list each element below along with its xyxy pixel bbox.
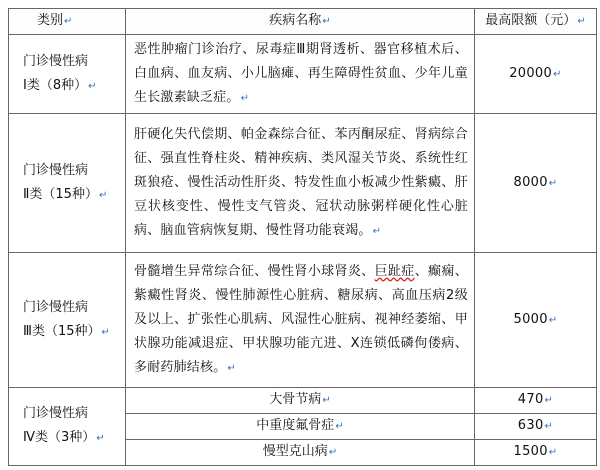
limit-cell: 20000↵ xyxy=(475,35,597,114)
diseases-cell: 肝硬化失代偿期、帕金森综合征、苯丙酮尿症、肾病综合征、强直性脊柱炎、精神疾病、类风湿关节炎、系统性红斑狼疮、慢性活动性肝炎、特发性血小板减少性紫癜、肝豆状核变性、慢性支气管炎、冠状动脉粥样硬化性心脏病、脑血管病恢复期、慢性肾功能衰竭。↵ xyxy=(126,114,475,253)
table-row xyxy=(9,388,597,414)
disease-item-cell: 中重度氟骨症↵ xyxy=(126,414,475,440)
header-limit: 最高限额（元）↵ xyxy=(475,9,597,35)
table-row xyxy=(9,35,597,114)
diseases-cell: 骨髓增生异常综合征、慢性肾小球肾炎、巨趾症、癫痫、紫癜性肾炎、慢性肺源性心脏病、糖尿病、高血压病2级及以上、扩张性心肌病、风湿性心脏病、视神经萎缩、甲状腺功能减退症、甲状腺功能亢进、X连锁低磷佝偻病、多耐药肺结核。↵ xyxy=(126,253,475,388)
category-cell: 门诊慢性病 Ⅱ类（15种）↵ xyxy=(9,114,126,253)
limit-cell: 630↵ xyxy=(475,414,597,440)
header-diseases: 疾病名称↵ xyxy=(126,9,475,35)
limit-cell: 5000↵ xyxy=(475,253,597,388)
category-cell: 门诊慢性病 Ⅰ类（8种）↵ xyxy=(9,35,126,114)
category-cell: 门诊慢性病 Ⅳ类（3种）↵ xyxy=(9,388,126,466)
table-header-row xyxy=(9,9,597,35)
limit-cell: 8000↵ xyxy=(475,114,597,253)
header-category: 类别↵ xyxy=(9,9,126,35)
chronic-disease-limit-table xyxy=(8,8,597,466)
diseases-cell: 恶性肿瘤门诊治疗、尿毒症Ⅲ期肾透析、器官移植术后、白血病、血友病、小儿脑瘫、再生障碍性贫血、少年儿童生长激素缺乏症。↵ xyxy=(126,35,475,114)
table-row xyxy=(9,114,597,253)
table-row xyxy=(9,253,597,388)
limit-cell: 470↵ xyxy=(475,388,597,414)
disease-item-cell: 大骨节病↵ xyxy=(126,388,475,414)
disease-item-cell: 慢型克山病↵ xyxy=(126,440,475,466)
spellcheck-marked-word: 巨趾症 xyxy=(374,263,415,279)
category-cell: 门诊慢性病 Ⅲ类（15种）↵ xyxy=(9,253,126,388)
limit-cell: 1500↵ xyxy=(475,440,597,466)
